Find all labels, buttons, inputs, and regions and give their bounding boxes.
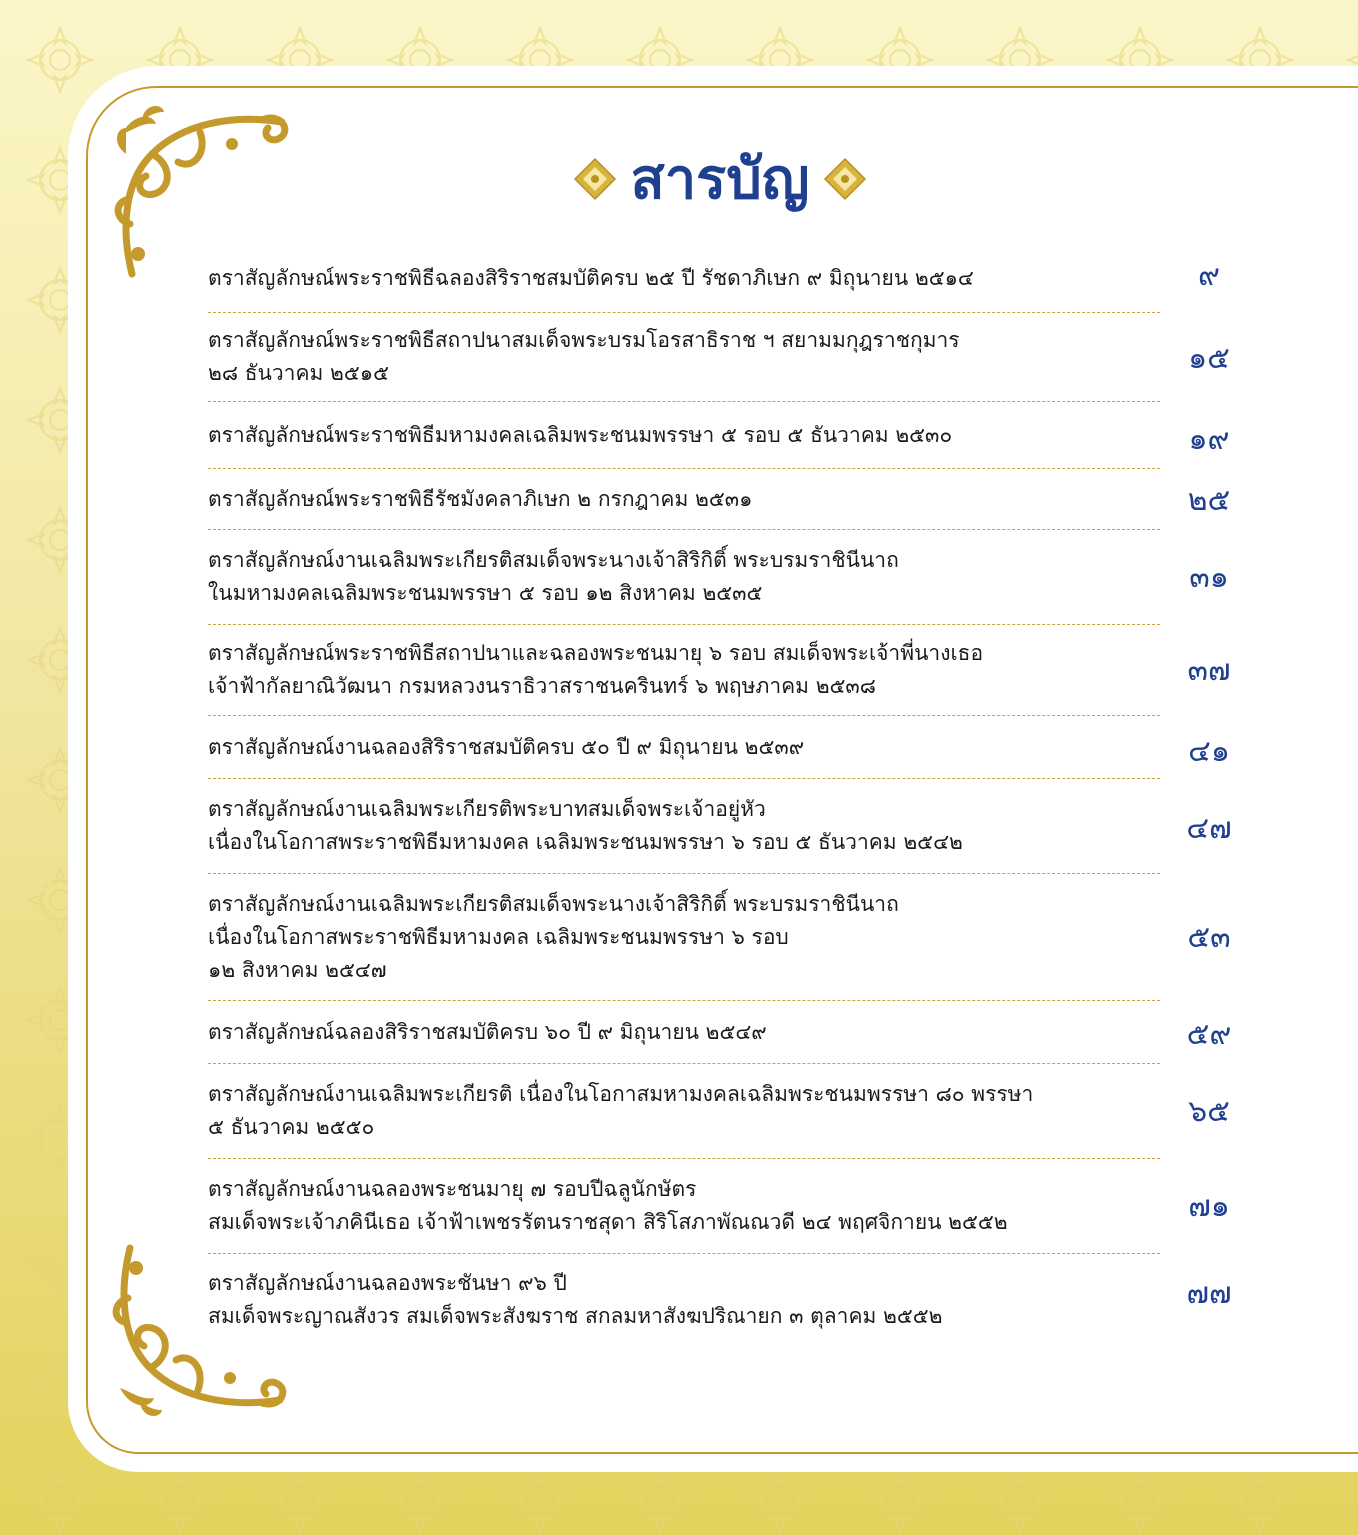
- toc-entry[interactable]: [208, 1001, 1268, 1063]
- toc-page-number: ๑๙: [1188, 422, 1230, 457]
- toc-page-number: ๓๗: [1187, 653, 1231, 688]
- toc-page-number: ๓๑: [1189, 560, 1229, 595]
- toc-entry-text: [208, 1078, 1160, 1144]
- toc-entry-text: [208, 1267, 1160, 1333]
- toc-entry-line: สมเด็จพระเจ้าภคินีเธอ เจ้าฟ้าเพชรรัตนราชสุดา สิริโสภาพัณณวดี ๒๔ พฤศจิกายน ๒๕๕๒: [208, 1210, 1008, 1234]
- toc-entry[interactable]: [208, 402, 1268, 468]
- toc-entry-line: ตราสัญลักษณ์พระราชพิธีมหามงคลเฉลิมพระชนมพรรษา ๕ รอบ ๕ ธันวาคม ๒๕๓๐: [208, 422, 953, 447]
- toc-entry[interactable]: [208, 530, 1268, 624]
- toc-page-number: ๕๓: [1187, 920, 1231, 955]
- toc-entry-text: [208, 483, 1160, 516]
- toc-entry-line: เนื่องในโอกาสพระราชพิธีมหามงคล เฉลิมพระชนมพรรษา ๖ รอบ ๕ ธันวาคม ๒๕๔๒: [208, 830, 963, 854]
- diamond-ornament-icon: [573, 157, 617, 201]
- toc-entry-line: ๕ ธันวาคม ๒๕๕๐: [208, 1115, 375, 1139]
- toc-entry-line: ตราสัญลักษณ์พระราชพิธีสถาปนาและฉลองพระชนมายุ ๖ รอบ สมเด็จพระเจ้าพี่นางเธอ: [208, 641, 984, 665]
- title-row: [560, 134, 880, 224]
- toc-entry[interactable]: [208, 625, 1268, 715]
- toc-entry[interactable]: [208, 1254, 1268, 1346]
- toc-page-number: ๒๕: [1187, 483, 1231, 518]
- toc-page-number: ๕๙: [1186, 1017, 1232, 1052]
- diamond-ornament-icon: [823, 157, 867, 201]
- table-of-contents: [208, 244, 1268, 1346]
- page-title: สารบัญ: [630, 146, 810, 212]
- toc-page-number: ๙: [1198, 258, 1220, 293]
- toc-entry-text: [208, 544, 1160, 610]
- toc-page-number: ๖๕: [1188, 1094, 1230, 1129]
- toc-page-number: ๗๗: [1186, 1276, 1232, 1311]
- toc-entry[interactable]: [208, 874, 1268, 1000]
- toc-entry-text: [208, 262, 1160, 295]
- toc-entry-text: [208, 637, 1160, 703]
- toc-entry-line: ตราสัญลักษณ์งานฉลองสิริราชสมบัติครบ ๕๐ ปี ๙ มิถุนายน ๒๕๓๙: [208, 734, 805, 759]
- toc-entry-line: ตราสัญลักษณ์งานเฉลิมพระเกียรติสมเด็จพระนางเจ้าสิริกิติ์ พระบรมราชินีนาถ: [208, 891, 899, 916]
- toc-entry-text: [208, 1173, 1160, 1239]
- toc-entry-text: [208, 419, 1160, 452]
- toc-entry[interactable]: [208, 244, 1268, 312]
- toc-entry-line: เจ้าฟ้ากัลยาณิวัฒนา กรมหลวงนราธิวาสราชนครินทร์ ๖ พฤษภาคม ๒๕๓๘: [208, 674, 876, 698]
- toc-entry-line: ในมหามงคลเฉลิมพระชนมพรรษา ๕ รอบ ๑๒ สิงหาคม ๒๕๓๕: [208, 581, 763, 605]
- toc-entry-text: [208, 324, 1160, 390]
- toc-page-number: ๗๑: [1188, 1189, 1230, 1224]
- toc-entry-line: ตราสัญลักษณ์พระราชพิธีฉลองสิริราชสมบัติครบ ๒๕ ปี รัชดาภิเษก ๙ มิถุนายน ๒๕๑๔: [208, 265, 974, 290]
- toc-entry-text: [208, 888, 1160, 987]
- toc-entry-line: ตราสัญลักษณ์ฉลองสิริราชสมบัติครบ ๖๐ ปี ๙ มิถุนายน ๒๕๔๙: [208, 1019, 767, 1044]
- toc-entry-line: ตราสัญลักษณ์พระราชพิธีรัชมังคลาภิเษก ๒ กรกฎาคม ๒๕๓๑: [208, 486, 753, 511]
- toc-entry-line: ๑๒ สิงหาคม ๒๕๔๗: [208, 957, 387, 982]
- toc-page-number: ๔๗: [1186, 811, 1232, 846]
- toc-entry-text: [208, 793, 1160, 859]
- toc-entry-text: [208, 731, 1160, 764]
- toc-entry[interactable]: [208, 1064, 1268, 1158]
- toc-entry-line: ตราสัญลักษณ์งานฉลองพระชันษา ๙๖ ปี: [208, 1271, 567, 1295]
- toc-entry-line: สมเด็จพระญาณสังวร สมเด็จพระสังฆราช สกลมหาสังฆปริณายก ๓ ตุลาคม ๒๕๕๒: [208, 1304, 943, 1328]
- toc-entry-line: ๒๘ ธันวาคม ๒๕๑๕: [208, 361, 390, 385]
- toc-entry[interactable]: [208, 313, 1268, 401]
- toc-page-number: ๔๑: [1188, 734, 1230, 769]
- toc-entry-line: ตราสัญลักษณ์พระราชพิธีสถาปนาสมเด็จพระบรมโอรสาธิราช ฯ สยามมกุฎราชกุมาร: [208, 328, 960, 352]
- toc-entry[interactable]: [208, 469, 1268, 529]
- toc-entry-line: ตราสัญลักษณ์งานเฉลิมพระเกียรติสมเด็จพระนางเจ้าสิริกิติ์ พระบรมราชินีนาถ: [208, 548, 899, 572]
- toc-entry-line: ตราสัญลักษณ์งานเฉลิมพระเกียรติพระบาทสมเด็จพระเจ้าอยู่หัว: [208, 797, 766, 821]
- toc-entry-text: [208, 1016, 1160, 1049]
- toc-entry[interactable]: [208, 1159, 1268, 1253]
- toc-entry[interactable]: [208, 779, 1268, 873]
- toc-page-number: ๑๕: [1188, 341, 1230, 376]
- toc-entry-line: ตราสัญลักษณ์งานเฉลิมพระเกียรติ เนื่องในโอกาสมหามงคลเฉลิมพระชนมพรรษา ๘๐ พรรษา: [208, 1082, 1034, 1106]
- toc-entry-line: ตราสัญลักษณ์งานฉลองพระชนมายุ ๗ รอบปีฉลูนักษัตร: [208, 1177, 697, 1201]
- toc-entry[interactable]: [208, 716, 1268, 778]
- toc-entry-line: เนื่องในโอกาสพระราชพิธีมหามงคล เฉลิมพระชนมพรรษา ๖ รอบ: [208, 924, 789, 949]
